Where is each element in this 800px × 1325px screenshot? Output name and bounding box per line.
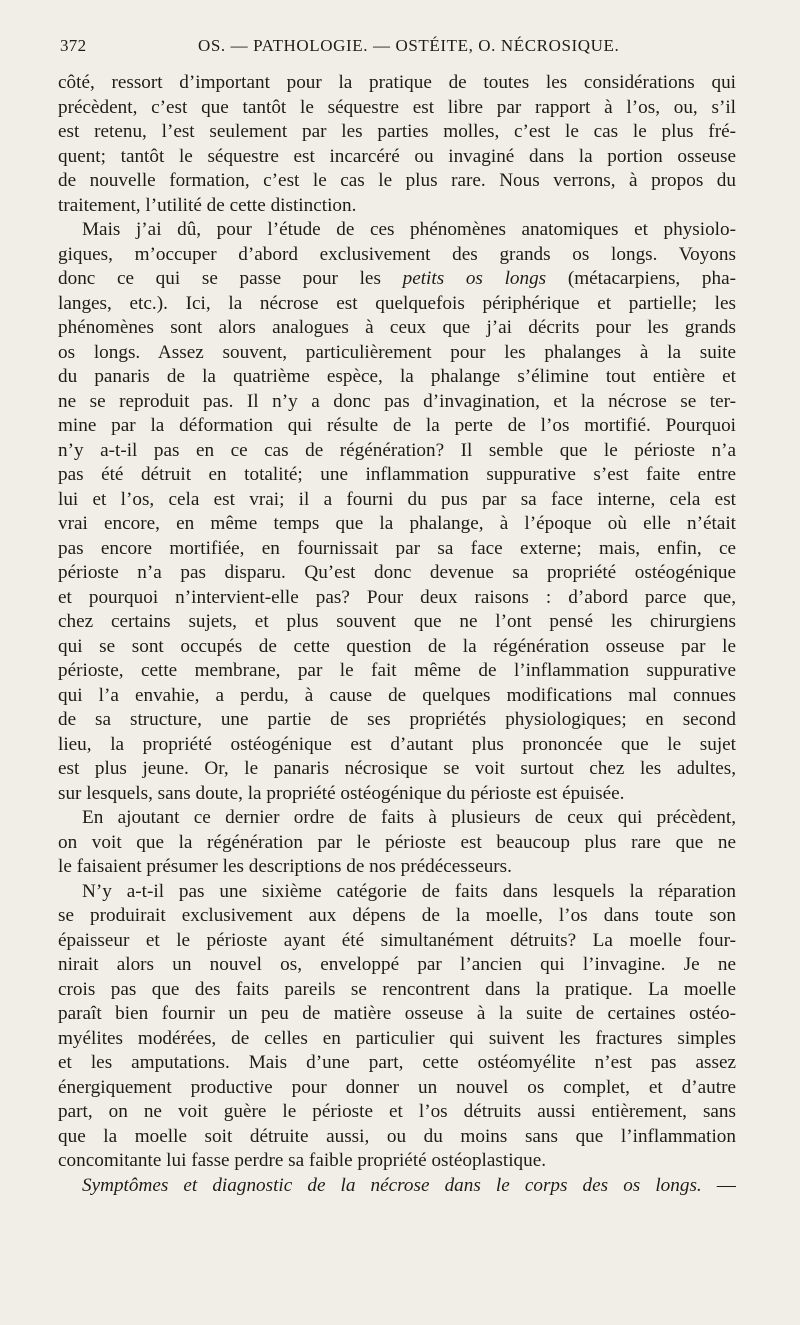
running-title: OS. — PATHOLOGIE. — OSTÉITE, O. NÉCROSIQUE. xyxy=(198,36,620,55)
text-line: lui et l’os, cela est vrai; il a fourni du pus par sa face interne, cela est xyxy=(58,488,736,510)
text-line: que la moelle soit détruite aussi, ou du moins sans que l’inflammation xyxy=(58,1125,736,1147)
text-line: qui l’a envahie, a perdu, à cause de quelques modifications mal connues xyxy=(58,684,736,706)
text-line: phénomènes sont alors analogues à ceux que j’ai décrits pour les grands xyxy=(58,317,736,338)
text-line: pas encore mortifiée, en fournissait par sa face externe; mais, enfin, ce xyxy=(58,537,736,559)
italic-phrase: Symptômes et diagnostic de la nécrose dans le corps des os longs. xyxy=(82,1174,702,1196)
text-line: paraît bien fournir un peu de matière osseuse à la suite de certaines ostéo- xyxy=(58,1003,736,1024)
text-line: donc ce qui se passe pour les petits os longs (métacarpiens, pha- xyxy=(58,268,736,289)
text-line: qui se sont occupés de cette question de la régénération osseuse par le xyxy=(58,635,736,657)
text-line: Symptômes et diagnostic de la nécrose dans le corps des os longs. — xyxy=(82,1174,736,1196)
text-line: En ajoutant ce dernier ordre de faits à plusieurs de ceux qui précèdent, xyxy=(82,807,736,828)
text-line: périoste, cette membrane, par le fait même de l’inflammation suppurative xyxy=(58,660,736,681)
text-line: concomitante lui fasse perdre sa faible propriété ostéoplastique. xyxy=(58,1150,547,1171)
text-line: de nouvelle formation, c’est le cas le plus rare. Nous verrons, à propos du xyxy=(58,170,736,191)
text-line: Mais j’ai dû, pour l’étude de ces phénomènes anatomiques et physiolo- xyxy=(82,219,736,240)
text-line: le faisaient présumer les descriptions de nos prédécesseurs. xyxy=(58,856,512,877)
text-line: sur lesquels, sans doute, la propriété ostéogénique du périoste est épuisée. xyxy=(58,782,625,804)
text-line: on voit que la régénération par le périoste est beaucoup plus rare que ne xyxy=(58,831,736,853)
text-line: n’y a-t-il pas en ce cas de régénération? Il semble que le périoste n’a xyxy=(58,439,736,461)
text-line: ne se reproduit pas. Il n’y a donc pas d’invagination, et la nécrose se ter- xyxy=(58,390,736,412)
text-line: et pourquoi n’intervient-elle pas? Pour deux raisons : d’abord parce que, xyxy=(58,586,736,608)
text-line: pas été détruit en totalité; une inflammation suppurative s’est faite entre xyxy=(58,464,736,485)
text-line: myélites modérées, de celles en particulier qui suivent les fractures simples xyxy=(58,1027,736,1049)
text-line: crois pas que des faits pareils se rencontrent dans la pratique. La moelle xyxy=(58,978,736,1000)
text-line: giques, m’occuper d’abord exclusivement des grands os longs. Voyons xyxy=(58,243,736,265)
text-line: lieu, la propriété ostéogénique est d’autant plus prononcée que le sujet xyxy=(58,733,736,755)
page-number: 372 xyxy=(60,36,87,55)
text-line: côté, ressort d’important pour la pratique de toutes les considérations qui xyxy=(58,72,736,93)
text-line: se produirait exclusivement aux dépens de la moelle, l’os dans toute son xyxy=(58,905,736,926)
italic-phrase: petits os longs xyxy=(402,268,547,289)
text-line: N’y a-t-il pas une sixième catégorie de faits dans lesquels la réparation xyxy=(82,880,736,902)
text-line: épaisseur et le périoste ayant été simultanément détruits? La moelle four- xyxy=(58,929,736,951)
text-line: part, on ne voit guère le périoste et l’os détruits aussi entièrement, sans xyxy=(58,1101,736,1122)
text-line: du panaris de la quatrième espèce, la phalange s’élimine tout entière et xyxy=(58,366,736,387)
text-line: et les amputations. Mais d’une part, cette ostéomyélite n’est pas assez xyxy=(58,1052,736,1073)
text-line: mine par la déformation qui résulte de la perte de l’os mortifié. Pourquoi xyxy=(58,415,736,436)
text-line: énergiquement productive pour donner un nouvel os complet, et d’autre xyxy=(58,1076,736,1098)
body-text xyxy=(58,71,736,1198)
text-line: os longs. Assez souvent, particulièrement pour les phalanges à la suite xyxy=(58,341,736,363)
text-line: vrai encore, en même temps que la phalange, à l’époque où elle n’était xyxy=(58,513,736,534)
text-line: périoste n’a pas disparu. Qu’est donc devenue sa propriété ostéogénique xyxy=(58,562,736,583)
text-line: est plus jeune. Or, le panaris nécrosique se voit surtout chez les adultes, xyxy=(58,758,736,779)
text-line: langes, etc.). Ici, la nécrose est quelquefois périphérique et partielle; les xyxy=(58,292,736,314)
text-line: est retenu, l’est seulement par les parties molles, c’est le cas le plus fré- xyxy=(58,121,736,142)
text-line: traitement, l’utilité de cette distinction. xyxy=(58,194,357,216)
text-line: quent; tantôt le séquestre est incarcéré ou invaginé dans la portion osseuse xyxy=(58,145,736,167)
text-line: nirait alors un nouvel os, enveloppé par l’ancien qui l’invagine. Je ne xyxy=(58,954,736,975)
text-line: chez certains sujets, et plus souvent que ne l’ont pensé les chirurgiens xyxy=(58,611,736,632)
text-line: de sa structure, une partie de ses propriétés physiologiques; en second xyxy=(58,709,736,730)
text-line: précèdent, c’est que tantôt le séquestre est libre par rapport à l’os, ou, s’il xyxy=(58,96,736,118)
